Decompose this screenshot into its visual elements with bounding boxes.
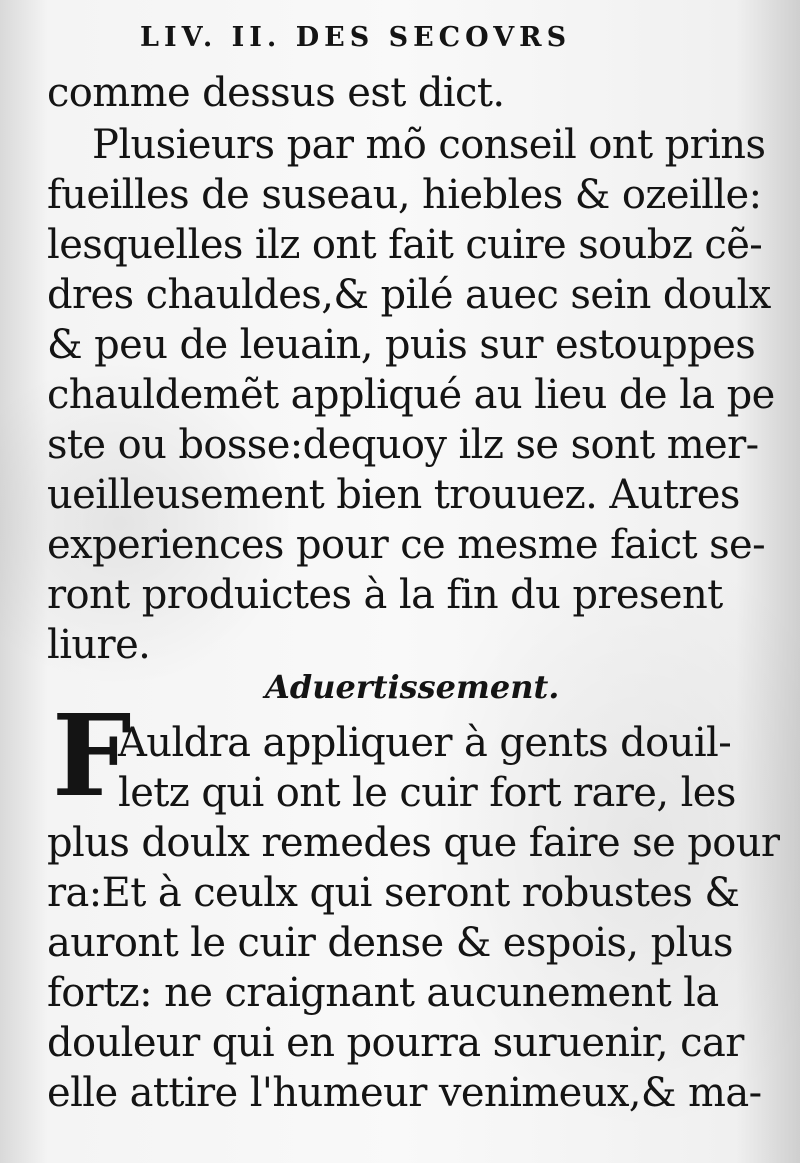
text-line: ra:Et à ceulx qui seront robustes & bbox=[47, 870, 740, 916]
text-line: ste ou bosse:dequoy ilz se sont mer- bbox=[47, 422, 759, 468]
text-line: Auldra appliquer à gents douil- bbox=[118, 720, 732, 766]
drop-cap: F bbox=[52, 691, 132, 822]
running-header: LIV. II. DES SECOVRS bbox=[140, 22, 572, 53]
text-line: fortz: ne craignant aucunement la bbox=[47, 970, 719, 1016]
text-line: elle attire l'humeur venimeux,& ma- bbox=[47, 1070, 762, 1116]
text-line: douleur qui en pourra suruenir, car bbox=[47, 1020, 744, 1066]
section-heading: Aduertissement. bbox=[265, 668, 560, 706]
text-line: ueilleusement bien trouuez. Autres bbox=[47, 472, 740, 518]
text-line: liure. bbox=[47, 622, 151, 668]
text-line: fueilles de suseau, hiebles & ozeille: bbox=[47, 172, 762, 218]
text-line: letz qui ont le cuir fort rare, les bbox=[118, 770, 736, 816]
text-line: comme dessus est dict. bbox=[47, 70, 505, 116]
text-line: & peu de leuain, puis sur estouppes bbox=[47, 322, 756, 368]
text-line: auront le cuir dense & espois, plus bbox=[47, 920, 733, 966]
text-line: lesquelles ilz ont fait cuire soubz cẽ- bbox=[47, 222, 763, 268]
text-line: chauldemẽt appliqué au lieu de la pe bbox=[47, 372, 775, 418]
text-line: ront produictes à la fin du present bbox=[47, 572, 723, 618]
text-line: experiences pour ce mesme faict se- bbox=[47, 522, 766, 568]
text-line: Plusieurs par mõ conseil ont prins bbox=[92, 122, 766, 168]
text-line: dres chauldes,& pilé auec sein doulx bbox=[47, 272, 771, 318]
text-line: plus doulx remedes que faire se pour bbox=[47, 820, 780, 866]
